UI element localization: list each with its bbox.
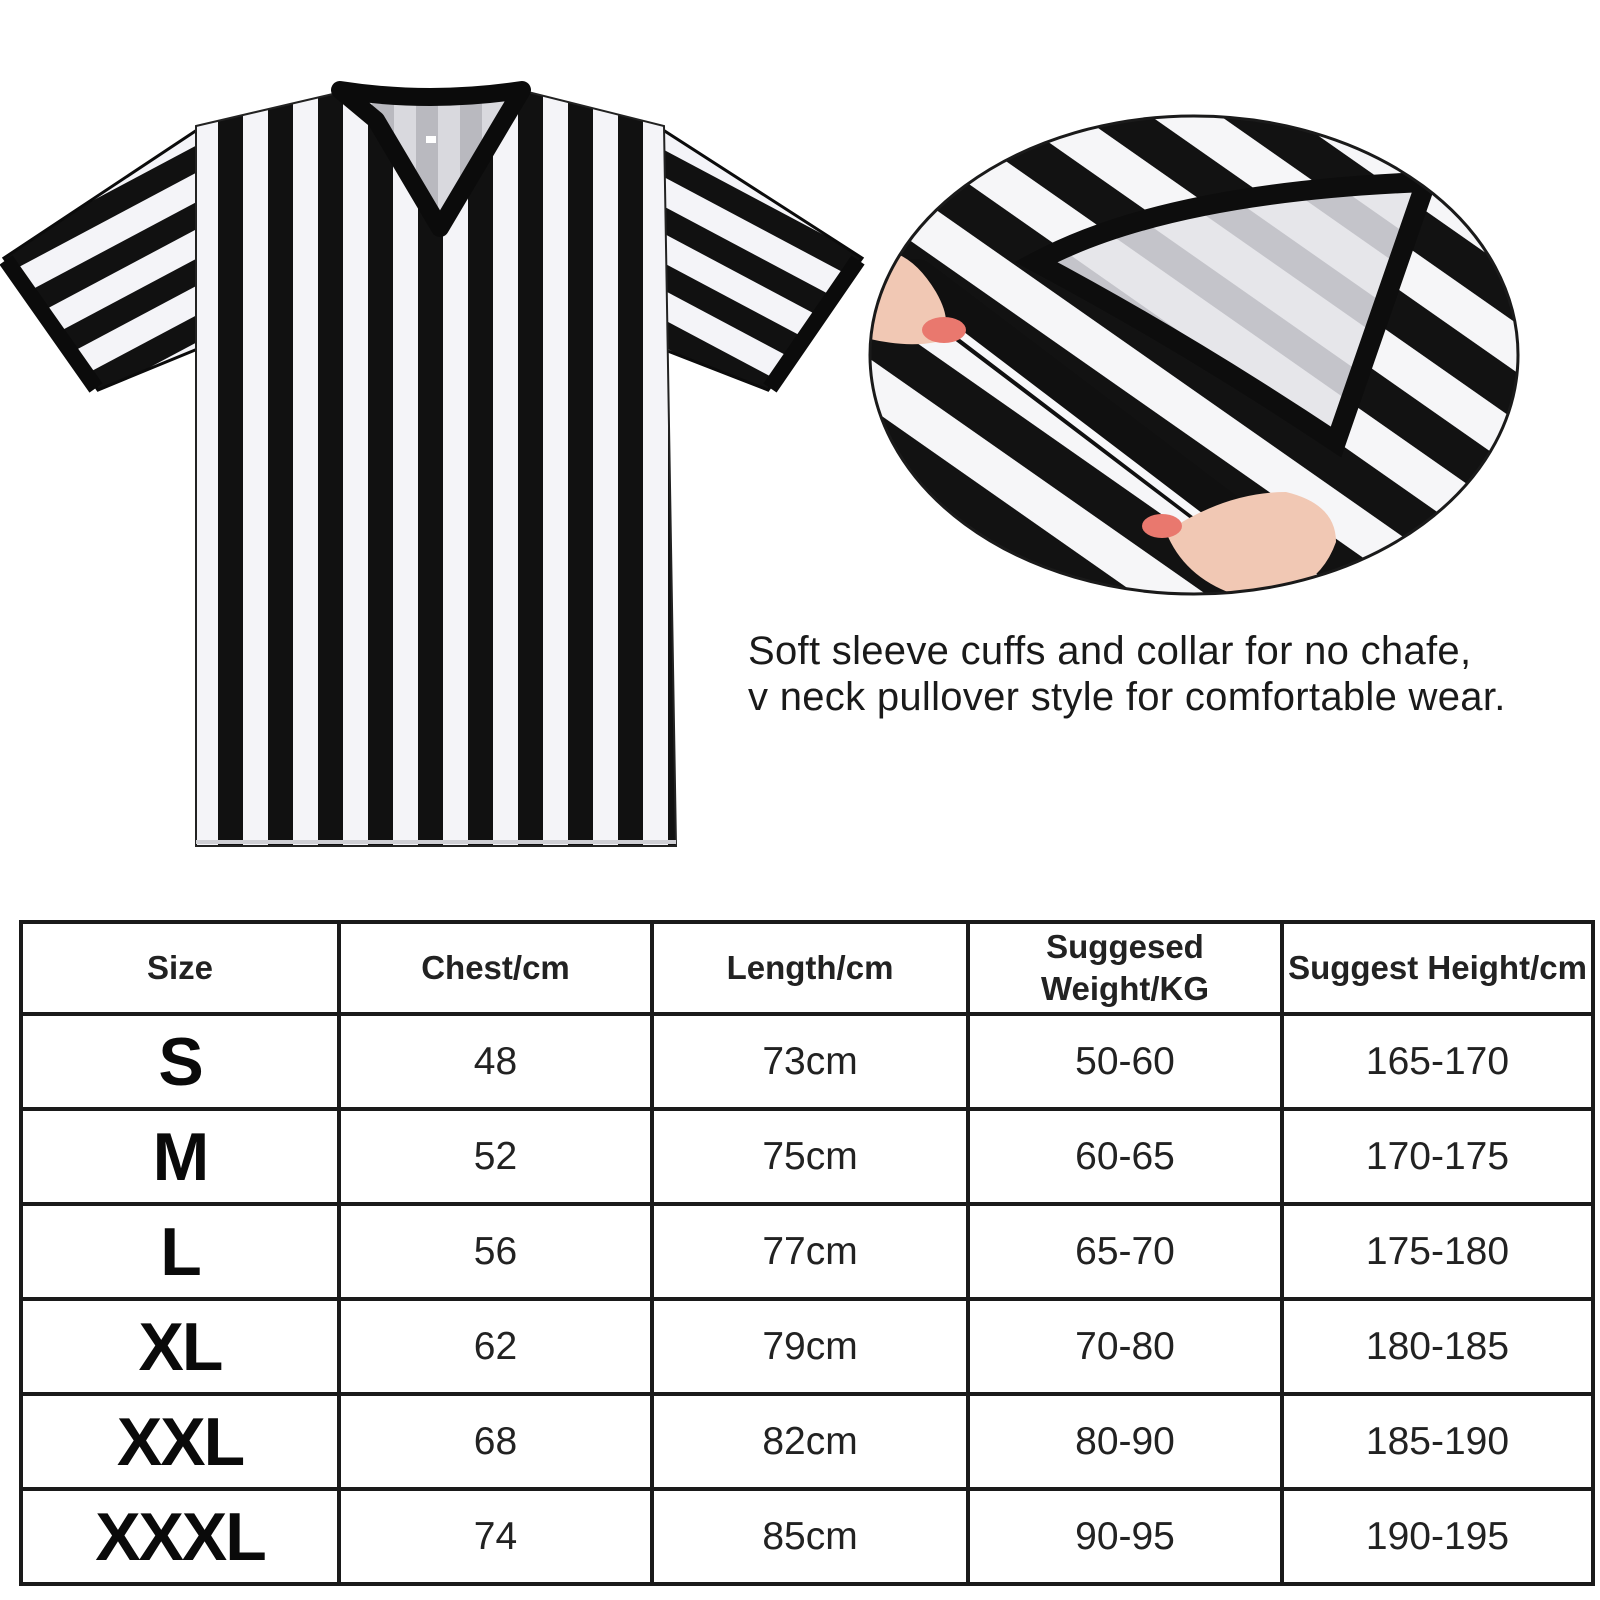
table-row [21,1204,1593,1299]
referee-shirt-image [0,80,880,880]
length-value: 75cm [652,1109,968,1204]
header-height: Suggest Height/cm [1282,922,1593,1014]
left-sleeve [4,128,200,390]
chest-value: 74 [339,1489,652,1584]
chest-value: 52 [339,1109,652,1204]
chest-value: 68 [339,1394,652,1489]
header-size: Size [21,922,339,1014]
weight-value: 80-90 [968,1394,1282,1489]
header-weight: Suggesed Weight/KG [968,922,1282,1014]
caption-line-2: v neck pullover style for comfortable wear. [748,675,1506,719]
size-value: S [21,1014,339,1109]
chest-value: 56 [339,1204,652,1299]
table-row [21,1489,1593,1584]
header-chest: Chest/cm [339,922,652,1014]
right-sleeve [660,128,862,390]
chest-value: 48 [339,1014,652,1109]
height-value: 175-180 [1282,1204,1593,1299]
size-value: M [21,1109,339,1204]
height-value: 165-170 [1282,1014,1593,1109]
size-value: XL [21,1299,339,1394]
chest-value: 62 [339,1299,652,1394]
height-value: 170-175 [1282,1109,1593,1204]
length-value: 79cm [652,1299,968,1394]
height-value: 190-195 [1282,1489,1593,1584]
size-value: L [21,1204,339,1299]
length-value: 82cm [652,1394,968,1489]
table-row [21,1014,1593,1109]
weight-value: 90-95 [968,1489,1282,1584]
table-header-row [21,922,1593,1014]
size-value: XXL [21,1394,339,1489]
size-value: XXXL [21,1489,339,1584]
weight-value: 60-65 [968,1109,1282,1204]
height-value: 180-185 [1282,1299,1593,1394]
size-chart-table [19,920,1595,1586]
feature-caption [748,628,1596,720]
table-row [21,1299,1593,1394]
header-length: Length/cm [652,922,968,1014]
weight-value: 70-80 [968,1299,1282,1394]
height-value: 185-190 [1282,1394,1593,1489]
weight-value: 65-70 [968,1204,1282,1299]
length-value: 77cm [652,1204,968,1299]
length-value: 85cm [652,1489,968,1584]
table-row [21,1109,1593,1204]
table-row [21,1394,1593,1489]
length-value: 73cm [652,1014,968,1109]
collar-detail-image [866,112,1522,598]
weight-value: 50-60 [968,1014,1282,1109]
caption-line-1: Soft sleeve cuffs and collar for no chafe, [748,629,1472,673]
